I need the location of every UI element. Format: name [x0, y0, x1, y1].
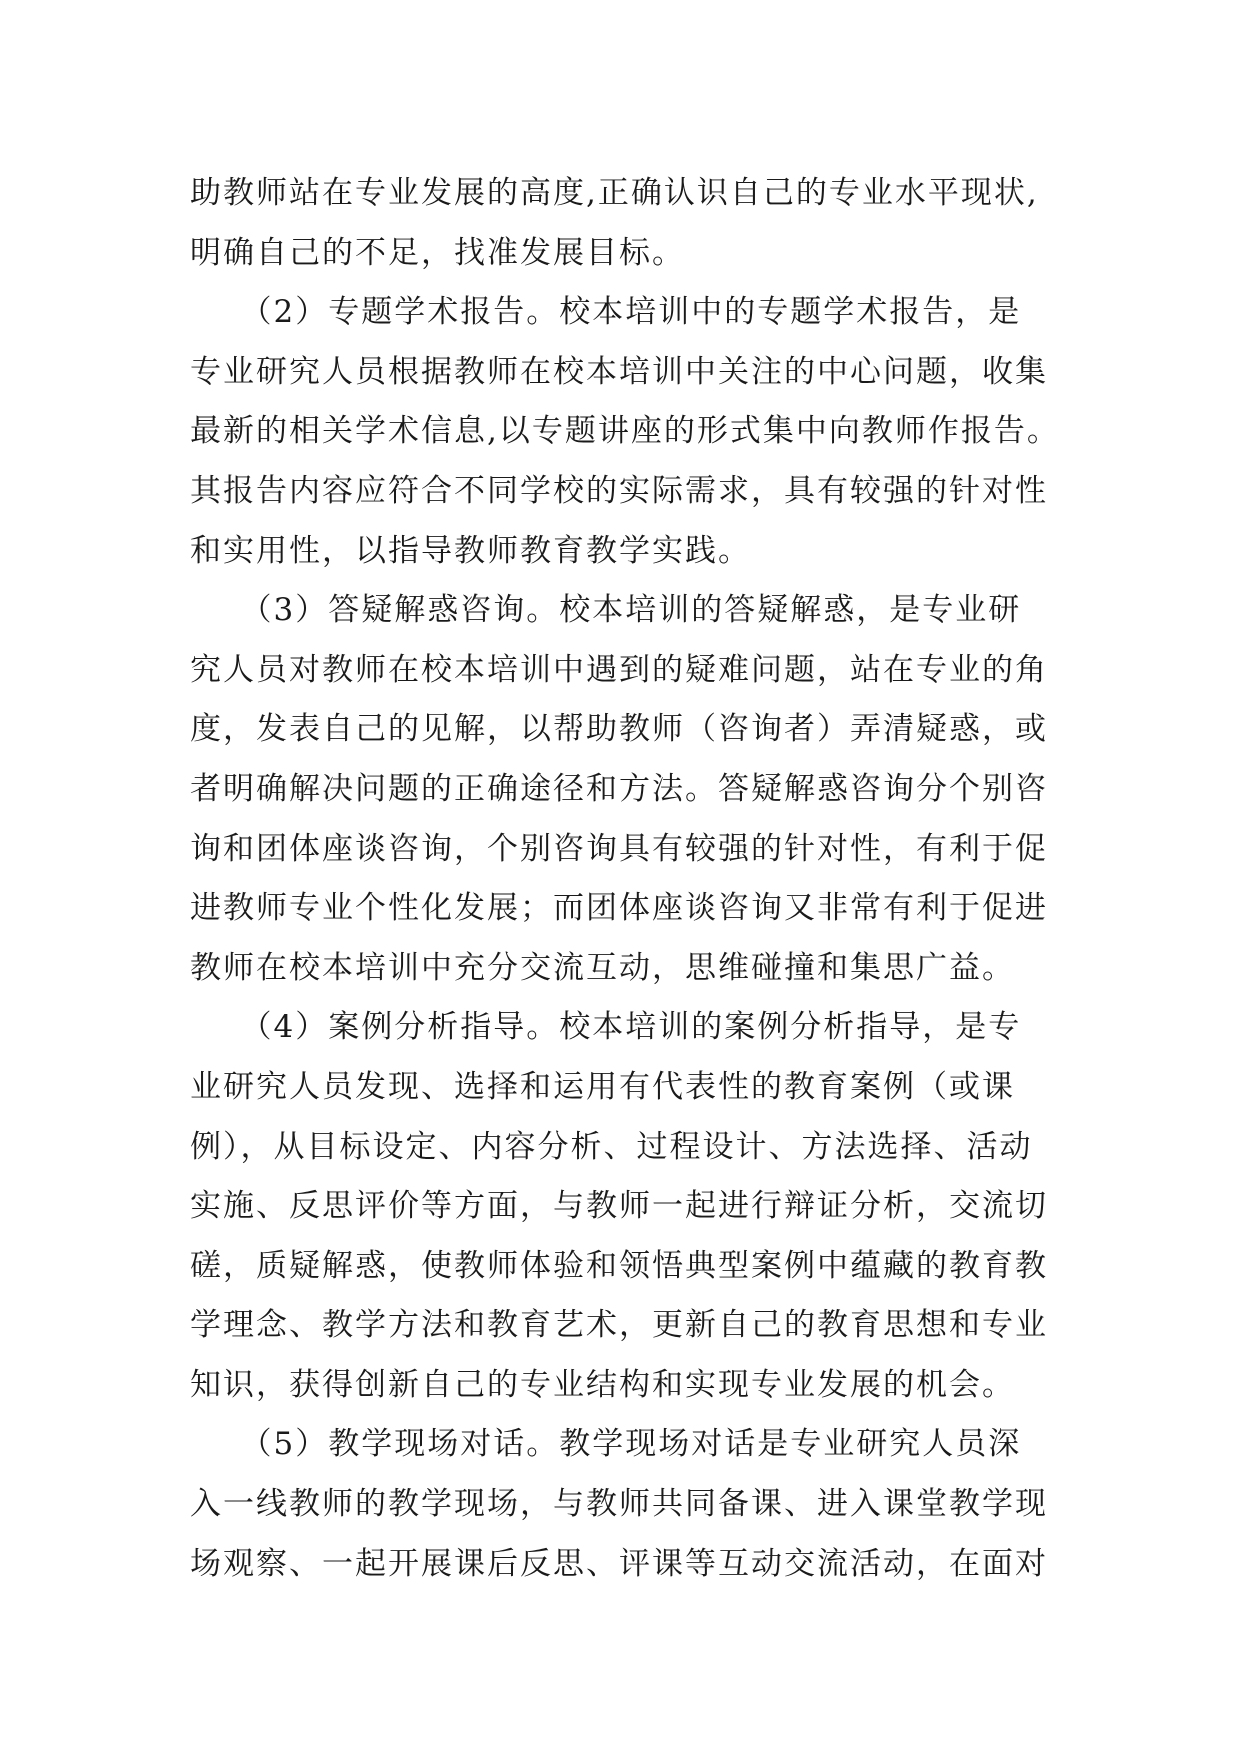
text-line: 例），从目标设定、内容分析、过程设计、方法选择、活动: [190, 1128, 1033, 1165]
paragraph-4-start: （4）案例分析指导。校本培训的案例分析指导，是专: [190, 1009, 1022, 1046]
text-line: 场观察、一起开展课后反思、评课等互动交流活动，在面对: [190, 1545, 1048, 1582]
text-line: 磋，质疑解惑，使教师体验和领悟典型案例中蕴藏的教育教: [190, 1247, 1048, 1284]
paragraph-5-start: （5）教学现场对话。教学现场对话是专业研究人员深: [190, 1426, 1022, 1463]
text-line: 入一线教师的教学现场，与教师共同备课、进入课堂教学现: [190, 1486, 1048, 1523]
text-line: 者明确解决问题的正确途径和方法。答疑解惑咨询分个别咨: [190, 770, 1048, 807]
text-line: 知识，获得创新自己的专业结构和实现专业发展的机会。: [190, 1366, 1015, 1403]
text-line: 学理念、教学方法和教育艺术，更新自己的教育思想和专业: [190, 1307, 1048, 1344]
text-line: 询和团体座谈咨询，个别咨询具有较强的针对性，有利于促: [190, 830, 1048, 867]
text-line: 其报告内容应符合不同学校的实际需求，具有较强的针对性: [190, 472, 1048, 509]
text-line: 实施、反思评价等方面，与教师一起进行辩证分析，交流切: [190, 1188, 1048, 1225]
paragraph-3-start: （3）答疑解惑咨询。校本培训的答疑解惑，是专业研: [190, 592, 1022, 629]
body-text: [190, 164, 1090, 1594]
text-line: 教师在校本培训中充分交流互动，思维碰撞和集思广益。: [190, 949, 1015, 986]
text-line: 最新的相关学术信息,以专题讲座的形式集中向教师作报告。: [190, 413, 1060, 450]
text-line: 业研究人员发现、选择和运用有代表性的教育案例（或课: [190, 1068, 1015, 1105]
text-line: 和实用性，以指导教师教育教学实践。: [190, 532, 751, 569]
text-line: 助教师站在专业发展的高度,正确认识自己的专业水平现状,: [190, 175, 1039, 211]
text-line: 度，发表自己的见解，以帮助教师（咨询者）弄清疑惑，或: [190, 711, 1048, 748]
text-line: 明确自己的不足，找准发展目标。: [190, 234, 685, 271]
text-line: 究人员对教师在校本培训中遇到的疑难问题，站在专业的角: [190, 651, 1048, 688]
paragraph-2-start: （2）专题学术报告。校本培训中的专题学术报告，是: [190, 294, 1022, 331]
text-line: 进教师专业个性化发展；而团体座谈咨询又非常有利于促进: [190, 890, 1048, 927]
text-line: 专业研究人员根据教师在校本培训中关注的中心问题，收集: [190, 353, 1048, 390]
